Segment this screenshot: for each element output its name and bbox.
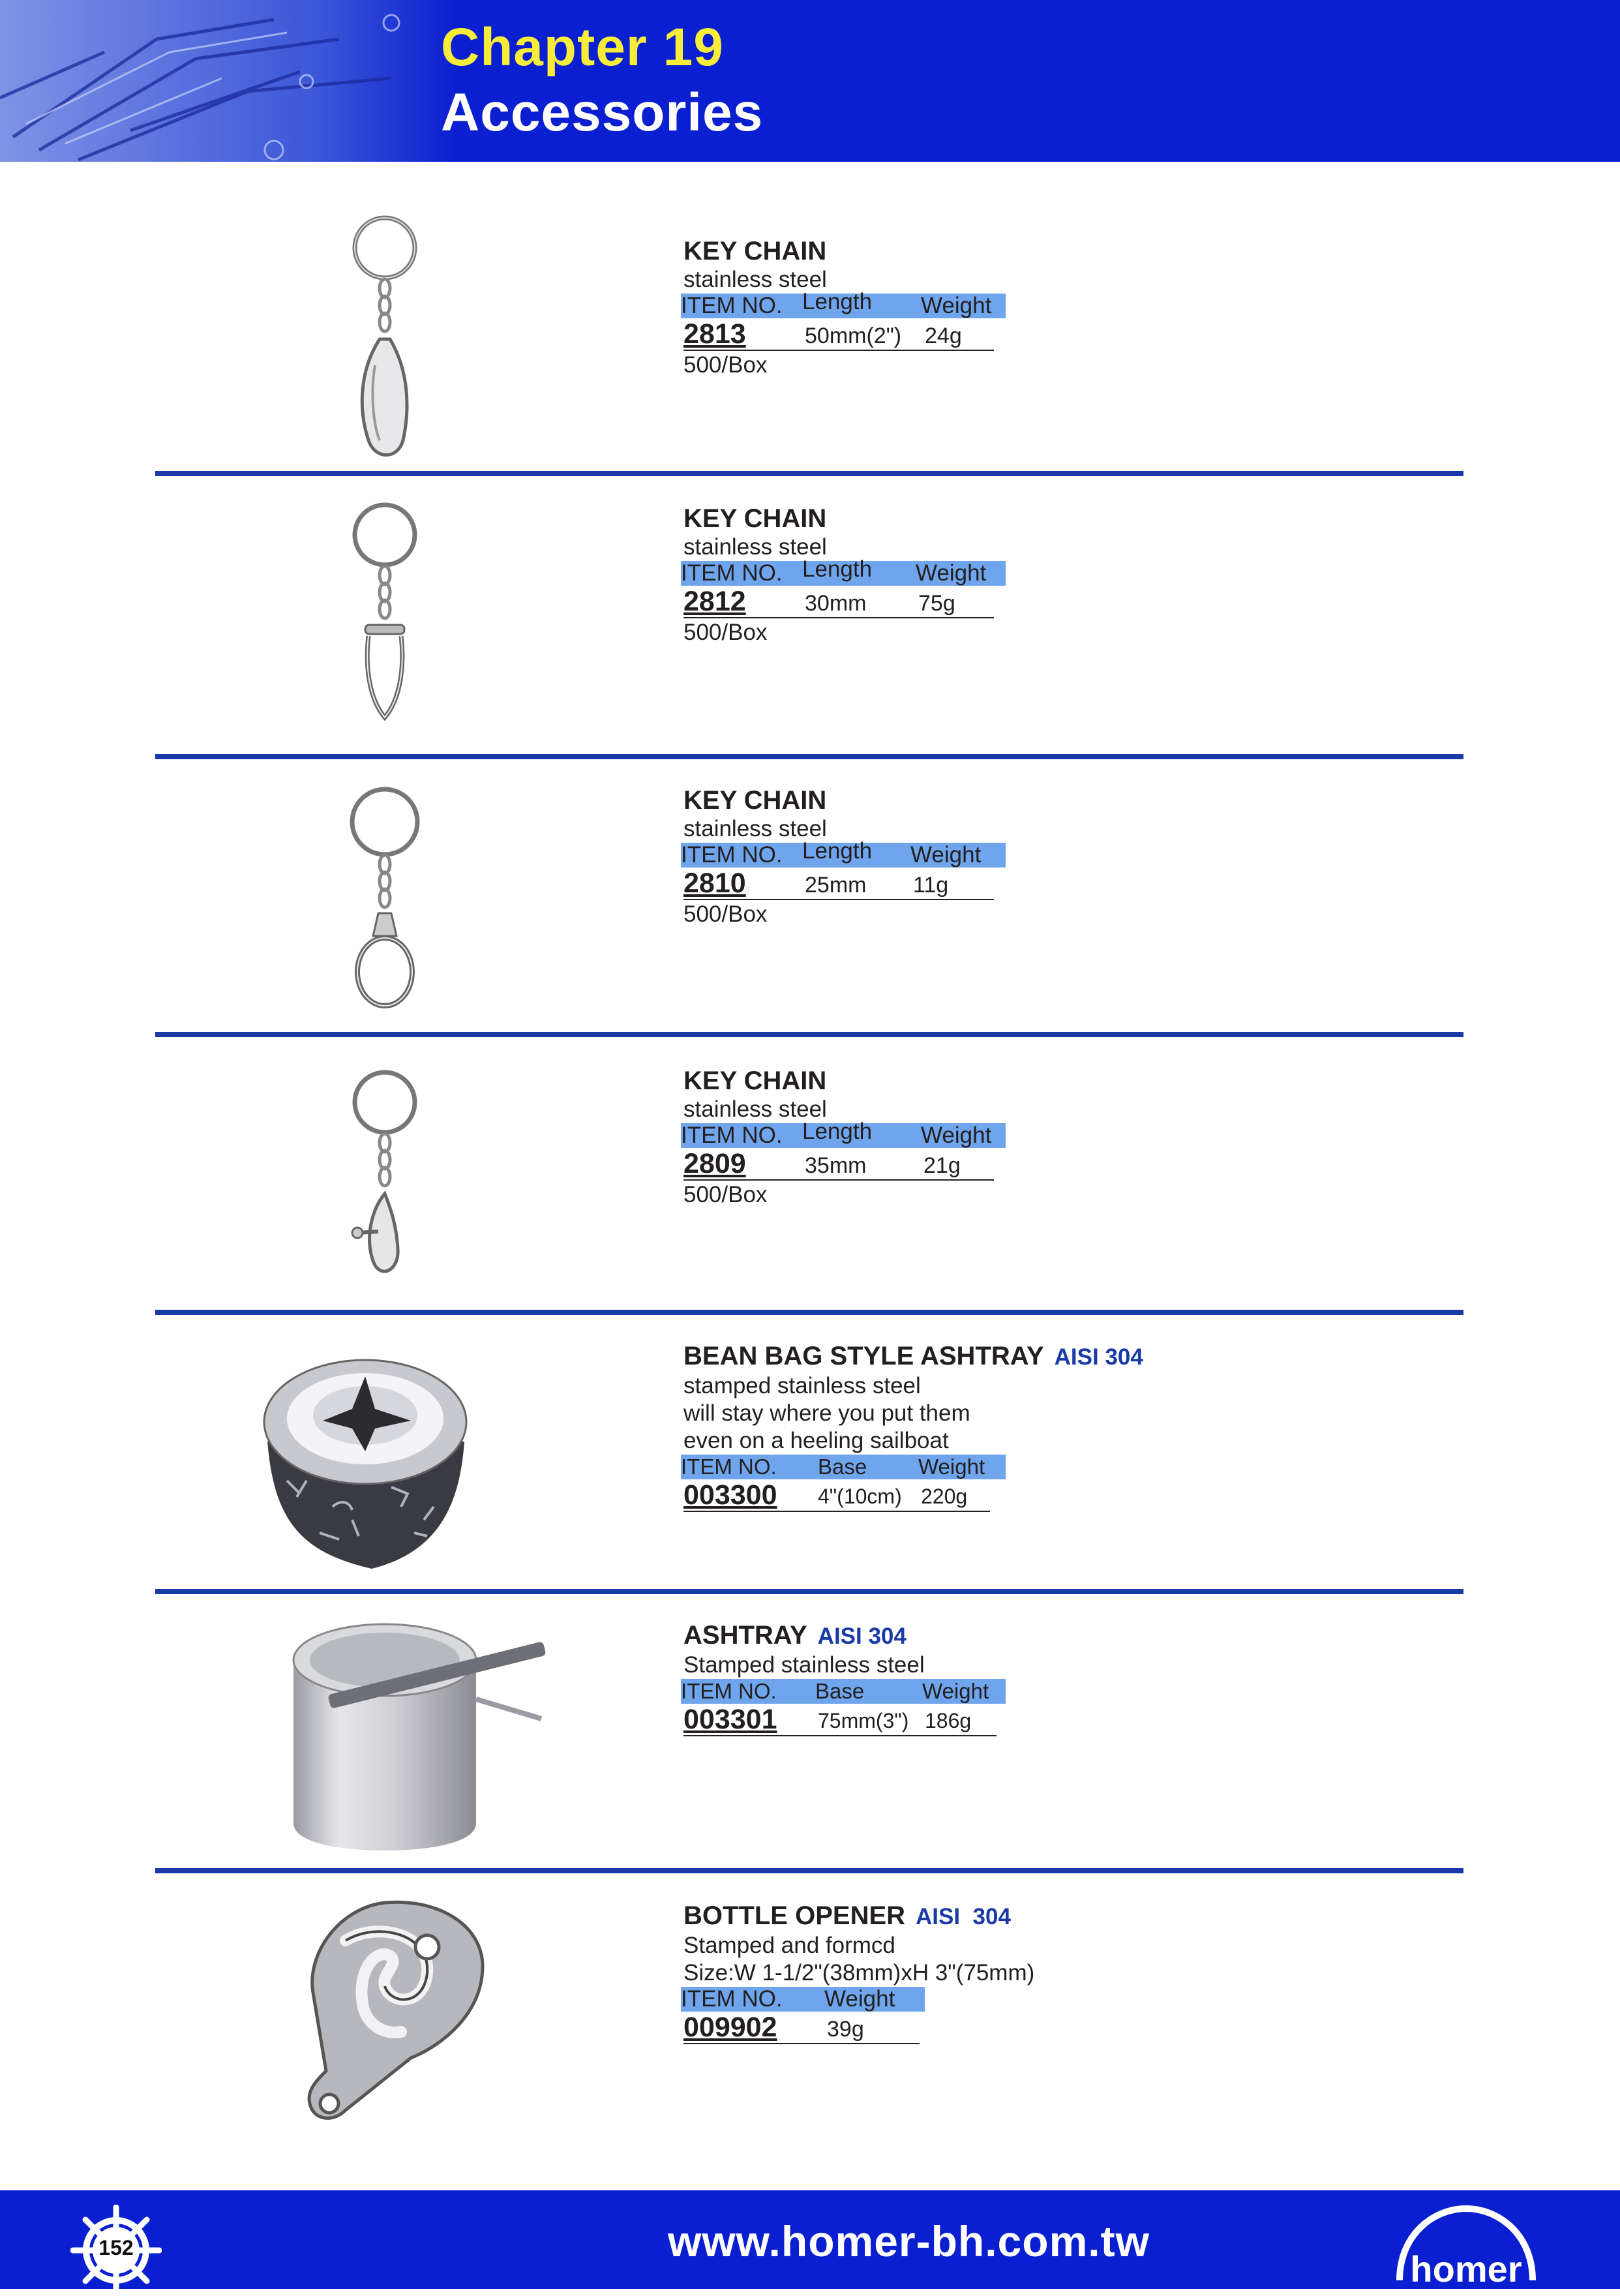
col-base: Base bbox=[818, 1455, 867, 1479]
col-item-no: ITEM NO. bbox=[681, 1986, 783, 2012]
product-material: Stamped and formcd bbox=[683, 1933, 895, 1958]
length-value: 35mm bbox=[805, 1153, 867, 1178]
ashtray-003301-image bbox=[280, 1614, 561, 1856]
product-name: BOTTLE OPENER bbox=[683, 1901, 906, 1930]
product-003301-info bbox=[683, 1620, 1270, 1736]
product-title bbox=[683, 1620, 1270, 1652]
col-item-no: ITEM NO. bbox=[681, 1123, 783, 1148]
spec-header-bar bbox=[681, 289, 1006, 318]
item-number: 003300 bbox=[683, 1479, 777, 1511]
nautical-sketch-graphic bbox=[0, 0, 457, 162]
item-number: 2810 bbox=[683, 868, 746, 899]
weight-value: 21g bbox=[923, 1153, 961, 1178]
material-grade: AISI 304 bbox=[817, 1624, 907, 1649]
col-item-no: ITEM NO. bbox=[681, 1455, 777, 1479]
product-material: stainless steel bbox=[683, 816, 827, 841]
section-divider bbox=[155, 471, 1463, 476]
product-name: BEAN BAG STYLE ASHTRAY bbox=[683, 1342, 1044, 1370]
product-2810-info bbox=[683, 785, 1270, 929]
product-2809-info bbox=[683, 1066, 1270, 1209]
col-weight: Weight bbox=[910, 842, 982, 868]
spec-row bbox=[683, 1704, 997, 1736]
weight-value: 11g bbox=[913, 873, 949, 898]
product-material: stamped stainless steel bbox=[683, 1373, 921, 1398]
product-009902-info bbox=[683, 1901, 1270, 2044]
packing-info: 500/Box bbox=[683, 901, 768, 927]
weight-value: 186g bbox=[925, 1709, 972, 1732]
col-length: Length bbox=[802, 289, 873, 314]
col-weight: Weight bbox=[916, 560, 987, 586]
item-number: 2809 bbox=[683, 1148, 746, 1179]
spec-row bbox=[683, 586, 994, 618]
product-2813-info bbox=[683, 236, 1270, 380]
col-weight: Weight bbox=[921, 293, 992, 318]
weight-value: 220g bbox=[921, 1485, 968, 1508]
spec-header-bar bbox=[681, 1679, 1006, 1704]
length-value: 25mm bbox=[805, 873, 867, 898]
col-weight: Weight bbox=[918, 1455, 985, 1479]
page-number: 152 bbox=[98, 2236, 134, 2259]
weight-value: 24g bbox=[925, 324, 962, 348]
weight-value: 75g bbox=[918, 591, 955, 616]
product-material: stainless steel bbox=[683, 267, 827, 292]
section-divider bbox=[155, 1868, 1463, 1873]
product-name: ASHTRAY bbox=[683, 1621, 807, 1650]
chapter-header bbox=[0, 0, 1620, 162]
item-number: 009902 bbox=[683, 2012, 777, 2043]
key-chain-2810-image bbox=[339, 786, 430, 1011]
key-chain-2809-image bbox=[339, 1070, 430, 1285]
product-feature: will stay where you put them bbox=[683, 1400, 970, 1426]
col-weight: Weight bbox=[921, 1123, 992, 1148]
spec-header-bar bbox=[681, 1119, 1006, 1148]
homer-logo bbox=[1388, 2202, 1544, 2289]
col-weight: Weight bbox=[922, 1679, 989, 1703]
section-divider bbox=[155, 1310, 1463, 1315]
packing-info: 500/Box bbox=[683, 1182, 768, 1207]
product-title: KEY CHAIN bbox=[683, 786, 827, 815]
section-divider bbox=[155, 754, 1463, 759]
spec-row bbox=[683, 1479, 990, 1512]
product-title: KEY CHAIN bbox=[683, 1066, 827, 1095]
bottle-opener-image bbox=[287, 1895, 496, 2136]
product-size: Size:W 1-1/2"(38mm)xH 3"(75mm) bbox=[683, 1960, 1035, 1986]
material-grade: AISI 304 bbox=[916, 1904, 1011, 1929]
col-item-no: ITEM NO. bbox=[681, 842, 783, 868]
spec-header-bar bbox=[681, 556, 1006, 586]
col-item-no: ITEM NO. bbox=[681, 293, 783, 318]
length-value: 30mm bbox=[805, 591, 867, 616]
bean-bag-ashtray-image bbox=[261, 1337, 470, 1572]
website-url[interactable]: www.homer-bh.com.tw bbox=[668, 2217, 1150, 2265]
col-length: Length bbox=[802, 838, 873, 864]
item-number: 2812 bbox=[683, 586, 746, 617]
spec-header-bar bbox=[681, 1987, 925, 2012]
product-material: Stamped stainless steel bbox=[683, 1652, 925, 1678]
item-number: 003301 bbox=[683, 1704, 777, 1735]
item-number: 2813 bbox=[683, 318, 746, 350]
col-weight: Weight bbox=[824, 1986, 895, 2012]
spec-header-bar bbox=[681, 1455, 1006, 1479]
packing-info: 500/Box bbox=[683, 352, 768, 378]
material-grade: AISI 304 bbox=[1054, 1344, 1143, 1370]
product-title: KEY CHAIN bbox=[683, 504, 827, 533]
col-length: Length bbox=[802, 1119, 873, 1144]
product-2812-info bbox=[683, 504, 1270, 647]
spec-row bbox=[683, 2012, 920, 2044]
chapter-title: Accessories bbox=[441, 83, 764, 142]
product-title bbox=[683, 1901, 1270, 1932]
section-divider bbox=[155, 1032, 1463, 1037]
col-item-no: ITEM NO. bbox=[681, 560, 783, 586]
spec-row bbox=[683, 1148, 994, 1181]
product-material: stainless steel bbox=[683, 1096, 827, 1122]
product-material: stainless steel bbox=[683, 534, 827, 560]
col-length: Length bbox=[802, 556, 873, 582]
product-feature: even on a heeling sailboat bbox=[683, 1428, 949, 1453]
logo-wordmark: homer bbox=[1410, 2248, 1522, 2289]
chapter-number: Chapter 19 bbox=[441, 18, 724, 77]
product-title: KEY CHAIN bbox=[683, 237, 827, 265]
product-title bbox=[683, 1341, 1270, 1372]
length-value: 50mm(2") bbox=[805, 324, 902, 348]
key-chain-2813-image bbox=[339, 215, 430, 463]
spec-header-bar bbox=[681, 838, 1006, 868]
spec-row bbox=[683, 868, 994, 900]
key-chain-2812-image bbox=[339, 502, 430, 724]
col-item-no: ITEM NO. bbox=[681, 1679, 777, 1703]
page-footer bbox=[0, 2190, 1620, 2289]
base-value: 4"(10cm) bbox=[818, 1485, 902, 1508]
col-base: Base bbox=[815, 1679, 865, 1703]
packing-info: 500/Box bbox=[683, 620, 768, 645]
spec-row bbox=[683, 318, 994, 351]
section-divider bbox=[155, 1589, 1463, 1594]
weight-value: 39g bbox=[827, 2017, 864, 2042]
base-value: 75mm(3") bbox=[818, 1709, 909, 1732]
product-003300-info bbox=[683, 1341, 1270, 1512]
